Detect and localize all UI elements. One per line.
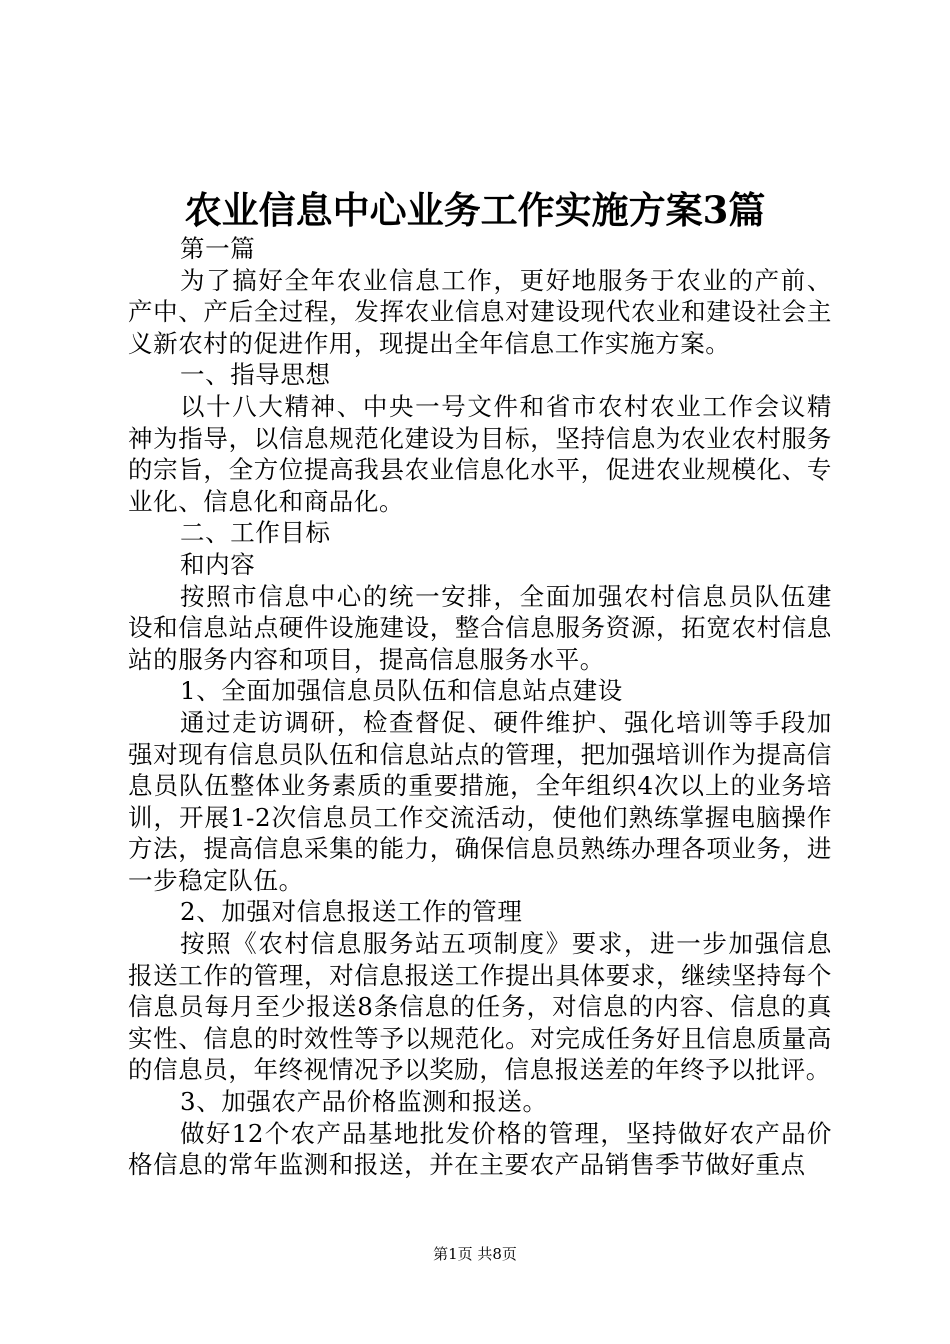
heading-work-goals-continued: 和内容	[180, 549, 256, 579]
paragraph-item-1: 通过走访调研，检查督促、硬件维护、强化培训等手段加强对现有信息员队伍和信息站点的管理，把加强培训作为提高信息员队伍整体业务素质的重要措施，全年组织4次以上的业务培训，开展1-2次信息员工作交流活动，使他们熟练掌握电脑操作方法，提高信息采集的能力，确保信息员熟练办理各项业务，进一步稳定队伍。	[128, 707, 832, 895]
heading-item-1: 1、全面加强信息员队伍和信息站点建设	[180, 676, 623, 706]
heading-item-2: 2、加强对信息报送工作的管理	[180, 897, 523, 927]
paragraph-intro: 为了搞好全年农业信息工作，更好地服务于农业的产前、产中、产后全过程，发挥农业信息对建设现代农业和建设社会主义新农村的促进作用，现提出全年信息工作实施方案。	[128, 265, 832, 358]
document-title: 农业信息中心业务工作实施方案3篇	[184, 188, 766, 232]
paragraph-item-2: 按照《农村信息服务站五项制度》要求，进一步加强信息报送工作的管理，对信息报送工作提出具体要求，继续坚持每个信息员每月至少报送8条信息的任务，对信息的内容、信息的真实性、信息的时效性等予以规范化。对完成任务好且信息质量高的信息员，年终视情况予以奖励，信息报送差的年终予以批评。	[128, 929, 832, 1085]
paragraph-item-3: 做好12个农产品基地批发价格的管理，坚持做好农产品价格信息的常年监测和报送，并在主要农产品销售季节做好重点	[128, 1118, 832, 1180]
heading-guiding-ideology: 一、指导思想	[180, 360, 331, 390]
heading-item-3: 3、加强农产品价格监测和报送。	[180, 1087, 548, 1117]
paragraph-section-label: 第一篇	[180, 234, 256, 263]
paragraph-work-goals: 按照市信息中心的统一安排，全面加强农村信息员队伍建设和信息站点硬件设施建设，整合信息服务资源，拓宽农村信息站的服务内容和项目，提高信息服务水平。	[128, 581, 832, 674]
paragraph-guiding-ideology: 以十八大精神、中央一号文件和省市农村农业工作会议精神为指导，以信息规范化建设为目标，坚持信息为农业农村服务的宗旨，全方位提高我县农业信息化水平，促进农业规模化、专业化、信息化和商品化。	[128, 391, 832, 516]
heading-work-goals: 二、工作目标	[180, 518, 331, 548]
page-footer: 第1页 共8页	[433, 1245, 517, 1263]
document-body	[128, 233, 832, 1181]
